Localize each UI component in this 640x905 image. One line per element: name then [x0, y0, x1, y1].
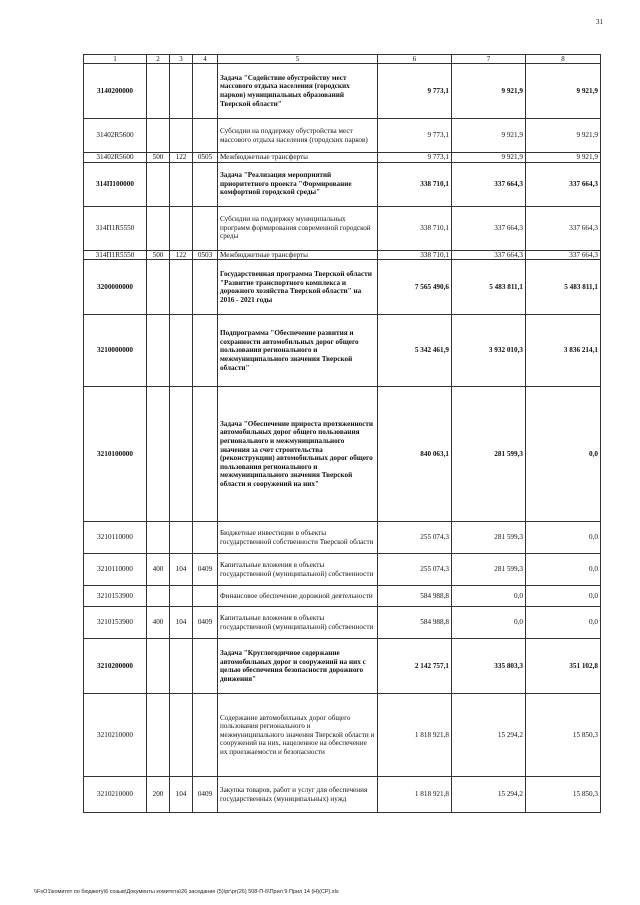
target-code-cell: 31402R5600 [84, 153, 147, 163]
section-code-cell [193, 206, 218, 250]
file-path-footer: \\FsO1\комитет по бюджету\6 созыв\Документы комитета\26 заседание (5)\рг\рг(26) 508-П-6\Прил 9 Прил 14 (Н)(СР).xls [34, 889, 339, 895]
value-2019-cell: 255 074,3 [378, 554, 452, 586]
value-2021-cell: 0,0 [526, 607, 601, 639]
department-code-cell: 122 [170, 153, 193, 163]
type-code-cell [147, 162, 170, 206]
column-header-1: 1 [84, 55, 147, 64]
description-cell: Задача "Обеспечение прироста протяженности автомобильных дорог общего пользования регионального и межмуниципального значения за счет строительства (реконструкции) автомобильных дорог общего пользования регионального и межмуниципального значения Тверской области и сооружений на них" [218, 387, 378, 522]
table-row [84, 387, 601, 522]
description-cell: Субсидии на поддержку обустройства мест массового отдыха населения (городских парков) [218, 119, 378, 153]
section-code-cell [193, 260, 218, 315]
column-header-7: 7 [452, 55, 526, 64]
value-2020-cell: 281 599,3 [452, 387, 526, 522]
budget-table [83, 54, 601, 813]
target-code-cell: 314П1R5550 [84, 250, 147, 260]
type-code-cell [147, 639, 170, 694]
table-row [84, 64, 601, 119]
table-row [84, 153, 601, 163]
description-cell: Задача "Круглогодичное содержание автомобильных дорог и сооружений на них с целью обеспечения безопасности дорожного движения" [218, 639, 378, 694]
value-2019-cell: 5 342 461,9 [378, 315, 452, 387]
table-row [84, 162, 601, 206]
department-code-cell [170, 162, 193, 206]
type-code-cell [147, 64, 170, 119]
target-code-cell: 3210100000 [84, 387, 147, 522]
value-2020-cell: 0,0 [452, 607, 526, 639]
department-code-cell [170, 586, 193, 607]
type-code-cell [147, 694, 170, 777]
target-code-cell: 3200000000 [84, 260, 147, 315]
column-header-6: 6 [378, 55, 452, 64]
column-header-2: 2 [147, 55, 170, 64]
value-2021-cell: 0,0 [526, 554, 601, 586]
value-2020-cell: 5 483 811,1 [452, 260, 526, 315]
department-code-cell [170, 119, 193, 153]
value-2021-cell: 9 921,9 [526, 64, 601, 119]
target-code-cell: 3140200000 [84, 64, 147, 119]
table-row [84, 250, 601, 260]
department-code-cell: 104 [170, 554, 193, 586]
type-code-cell [147, 387, 170, 522]
table-row [84, 694, 601, 777]
target-code-cell: 31402R5600 [84, 119, 147, 153]
value-2020-cell: 337 664,3 [452, 162, 526, 206]
section-code-cell [193, 315, 218, 387]
section-code-cell: 0503 [193, 250, 218, 260]
description-cell: Бюджетные инвестиции в объекты государственной собственности Тверской области [218, 522, 378, 554]
department-code-cell [170, 387, 193, 522]
description-cell: Субсидии на поддержку муниципальных программ формирования современной городской среды [218, 206, 378, 250]
value-2019-cell: 840 063,1 [378, 387, 452, 522]
type-code-cell: 400 [147, 554, 170, 586]
description-cell: Финансовое обеспечение дорожной деятельности [218, 586, 378, 607]
target-code-cell: 3210110000 [84, 554, 147, 586]
section-code-cell [193, 64, 218, 119]
section-code-cell [193, 162, 218, 206]
value-2021-cell: 0,0 [526, 387, 601, 522]
type-code-cell: 500 [147, 250, 170, 260]
value-2019-cell: 338 710,1 [378, 162, 452, 206]
column-header-8: 8 [526, 55, 601, 64]
value-2021-cell: 15 850,3 [526, 694, 601, 777]
value-2019-cell: 7 565 490,6 [378, 260, 452, 315]
description-cell: Межбюджетные трансферты [218, 250, 378, 260]
value-2021-cell: 337 664,3 [526, 162, 601, 206]
target-code-cell: 3210210000 [84, 777, 147, 813]
description-cell: Государственная программа Тверской области "Развитие транспортного комплекса и дорожного хозяйства Тверской области" на 2016 - 2021 годы [218, 260, 378, 315]
department-code-cell: 104 [170, 607, 193, 639]
table-row [84, 522, 601, 554]
value-2019-cell: 1 818 921,8 [378, 777, 452, 813]
target-code-cell: 3210210000 [84, 694, 147, 777]
section-code-cell [193, 387, 218, 522]
value-2020-cell: 335 803,3 [452, 639, 526, 694]
value-2020-cell: 281 599,3 [452, 522, 526, 554]
value-2021-cell: 337 664,3 [526, 250, 601, 260]
table-row [84, 607, 601, 639]
section-code-cell: 0409 [193, 554, 218, 586]
value-2020-cell: 9 921,9 [452, 153, 526, 163]
type-code-cell [147, 522, 170, 554]
description-cell: Задача "Реализация мероприятий приоритетного проекта "Формирование комфортной городской среды" [218, 162, 378, 206]
value-2021-cell: 3 836 214,1 [526, 315, 601, 387]
value-2019-cell: 338 710,1 [378, 206, 452, 250]
value-2021-cell: 5 483 811,1 [526, 260, 601, 315]
value-2021-cell: 351 102,8 [526, 639, 601, 694]
section-code-cell [193, 119, 218, 153]
value-2020-cell: 337 664,3 [452, 206, 526, 250]
value-2019-cell: 584 988,8 [378, 607, 452, 639]
value-2020-cell: 0,0 [452, 586, 526, 607]
type-code-cell [147, 315, 170, 387]
target-code-cell: 314П1R5550 [84, 206, 147, 250]
value-2019-cell: 2 142 757,1 [378, 639, 452, 694]
department-code-cell: 104 [170, 777, 193, 813]
description-cell: Содержание автомобильных дорог общего пользования регионального и межмуниципального значения Тверской области и сооружений на них, нацеленное на обеспечение их проезжаемости и безопасности [218, 694, 378, 777]
table-body [84, 64, 601, 813]
value-2019-cell: 9 773,1 [378, 153, 452, 163]
description-cell: Межбюджетные трансферты [218, 153, 378, 163]
description-cell: Подпрограмма "Обеспечение развития и сохранности автомобильных дорог общего пользования регионального и межмуниципального значения Тверской области" [218, 315, 378, 387]
department-code-cell: 122 [170, 250, 193, 260]
value-2020-cell: 337 664,3 [452, 250, 526, 260]
description-cell: Закупка товаров, работ и услуг для обеспечения государственных (муниципальных) нужд [218, 777, 378, 813]
table-header-row [84, 55, 601, 64]
value-2021-cell: 337 664,3 [526, 206, 601, 250]
value-2020-cell: 15 294,2 [452, 694, 526, 777]
page-number: 31 [596, 18, 603, 26]
value-2021-cell: 9 921,9 [526, 153, 601, 163]
section-code-cell: 0505 [193, 153, 218, 163]
target-code-cell: 3210153900 [84, 586, 147, 607]
department-code-cell [170, 694, 193, 777]
department-code-cell [170, 522, 193, 554]
section-code-cell: 0409 [193, 607, 218, 639]
table-row [84, 586, 601, 607]
table-row [84, 119, 601, 153]
value-2019-cell: 584 988,8 [378, 586, 452, 607]
type-code-cell [147, 206, 170, 250]
value-2020-cell: 281 599,3 [452, 554, 526, 586]
department-code-cell [170, 206, 193, 250]
value-2020-cell: 9 921,9 [452, 119, 526, 153]
table-row [84, 260, 601, 315]
type-code-cell: 200 [147, 777, 170, 813]
value-2021-cell: 9 921,9 [526, 119, 601, 153]
value-2021-cell: 15 850,3 [526, 777, 601, 813]
value-2019-cell: 1 818 921,8 [378, 694, 452, 777]
section-code-cell [193, 586, 218, 607]
section-code-cell [193, 522, 218, 554]
target-code-cell: 3210000000 [84, 315, 147, 387]
type-code-cell [147, 260, 170, 315]
description-cell: Задача "Содействие обустройству мест массового отдыха населения (городских парков) муниципальных образований Тверской области" [218, 64, 378, 119]
department-code-cell [170, 315, 193, 387]
value-2019-cell: 255 074,3 [378, 522, 452, 554]
department-code-cell [170, 260, 193, 315]
section-code-cell [193, 639, 218, 694]
type-code-cell: 400 [147, 607, 170, 639]
value-2021-cell: 0,0 [526, 522, 601, 554]
target-code-cell: 3210110000 [84, 522, 147, 554]
department-code-cell [170, 64, 193, 119]
description-cell: Капитальные вложения в объекты государственной (муниципальной) собственности [218, 607, 378, 639]
section-code-cell [193, 694, 218, 777]
department-code-cell [170, 639, 193, 694]
target-code-cell: 3210153900 [84, 607, 147, 639]
target-code-cell: 314П100000 [84, 162, 147, 206]
value-2019-cell: 9 773,1 [378, 64, 452, 119]
value-2019-cell: 338 710,1 [378, 250, 452, 260]
value-2019-cell: 9 773,1 [378, 119, 452, 153]
value-2020-cell: 9 921,9 [452, 64, 526, 119]
value-2021-cell: 0,0 [526, 586, 601, 607]
value-2020-cell: 3 932 010,3 [452, 315, 526, 387]
table-row [84, 206, 601, 250]
section-code-cell: 0409 [193, 777, 218, 813]
table-row [84, 639, 601, 694]
table-row [84, 315, 601, 387]
column-header-3: 3 [170, 55, 193, 64]
value-2020-cell: 15 294,2 [452, 777, 526, 813]
table-row [84, 554, 601, 586]
type-code-cell: 500 [147, 153, 170, 163]
column-header-5: 5 [218, 55, 378, 64]
type-code-cell [147, 586, 170, 607]
target-code-cell: 3210200000 [84, 639, 147, 694]
type-code-cell [147, 119, 170, 153]
description-cell: Капитальные вложения в объекты государственной (муниципальной) собственности [218, 554, 378, 586]
column-header-4: 4 [193, 55, 218, 64]
table-row [84, 777, 601, 813]
